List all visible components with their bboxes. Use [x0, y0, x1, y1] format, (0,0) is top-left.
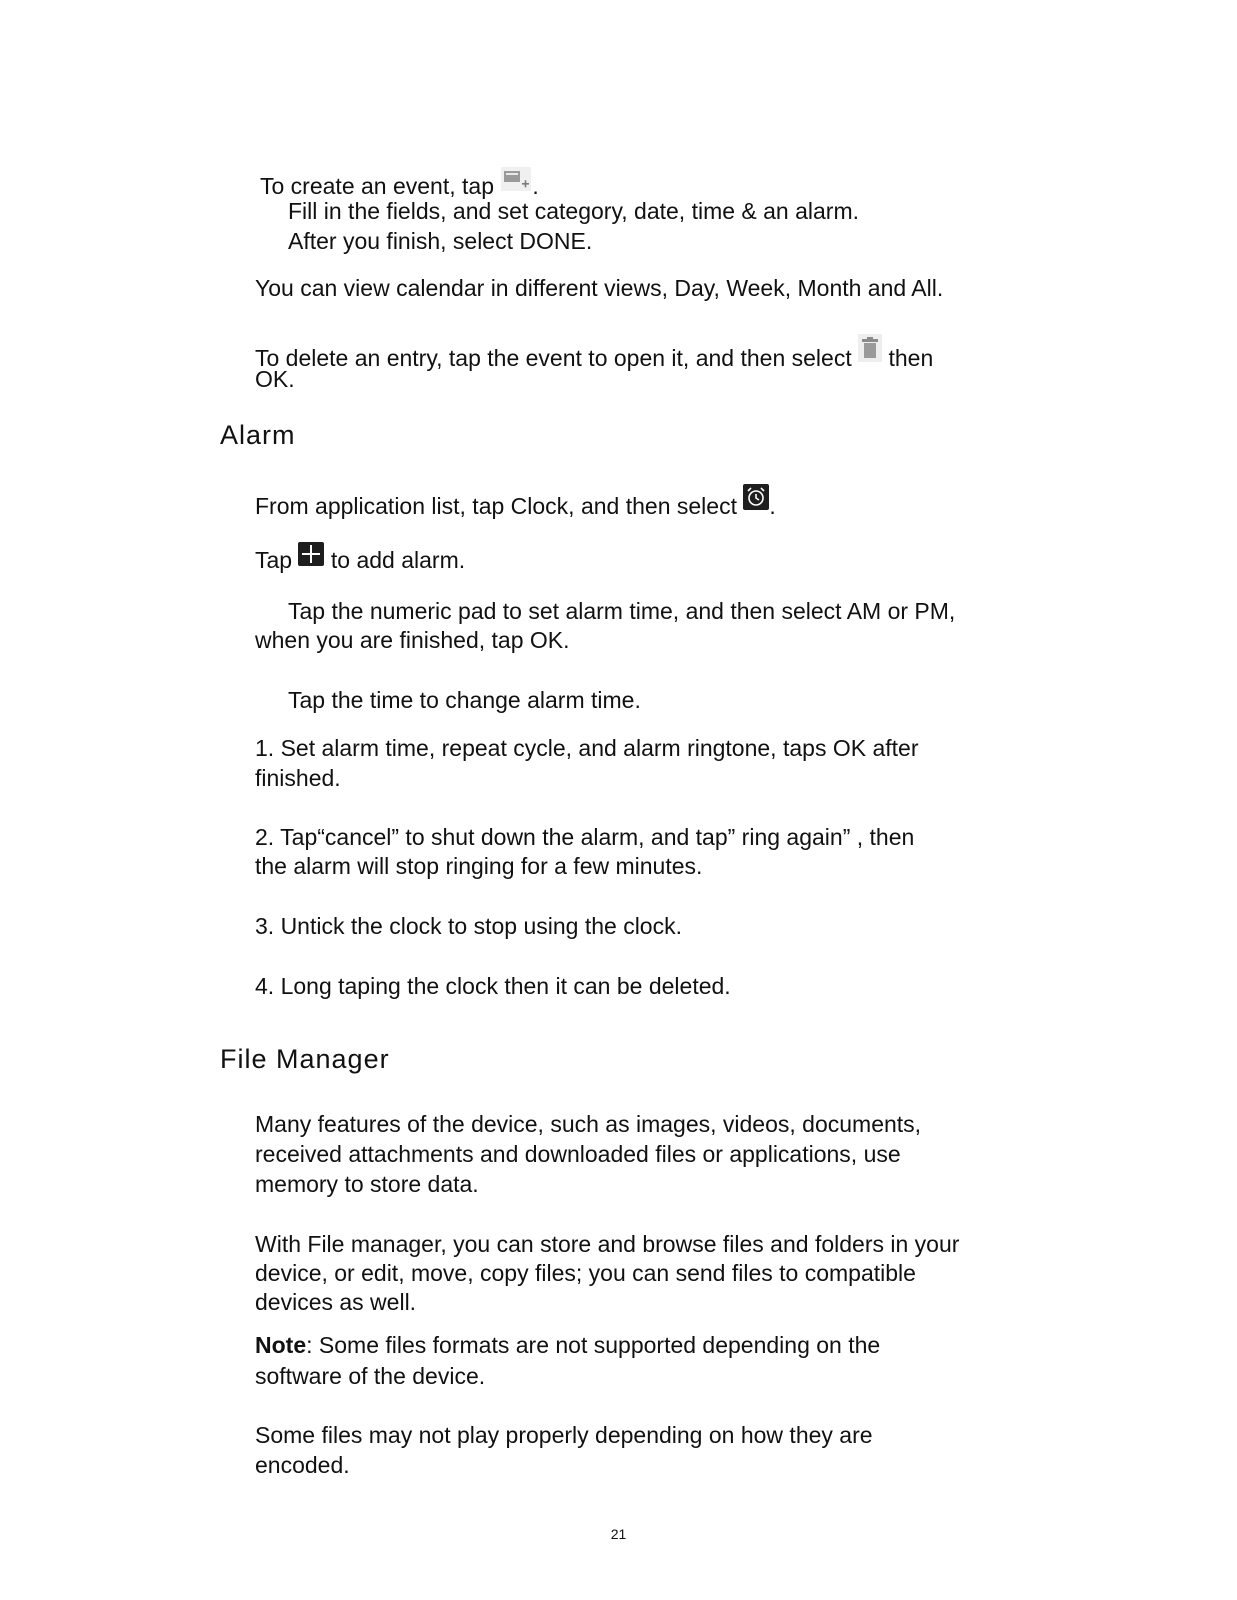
new-event-icon [500, 166, 532, 192]
alarm-step1-line-2: finished. [255, 765, 341, 791]
fm-p1-line-3: memory to store data. [255, 1171, 479, 1197]
alarm-clock-icon [743, 484, 769, 510]
alarm-step4-line: 4. Long taping the clock then it can be deleted. [255, 973, 731, 999]
alarm-change-line: Tap the time to change alarm time. [288, 687, 641, 713]
trash-icon [858, 334, 882, 362]
fm-p3-line-2: encoded. [255, 1452, 350, 1478]
alarm-numeric-line-1: Tap the numeric pad to set alarm time, and then select AM or PM, [288, 598, 956, 624]
delete-line: To delete an entry, tap the event to open it, and then select then [255, 334, 933, 373]
file-manager-heading: File Manager [220, 1044, 390, 1074]
views-line: You can view calendar in different views, Day, Week, Month and All. [255, 275, 944, 301]
alarm-step3-line: 3. Untick the clock to stop using the clock. [255, 913, 682, 939]
delete-ok-line: OK. [255, 366, 295, 392]
fill-fields-line: Fill in the fields, and set category, date, time & an alarm. [288, 198, 860, 224]
alarm-step1-line-1: 1. Set alarm time, repeat cycle, and alarm ringtone, taps OK after [255, 735, 919, 761]
alarm-step2-line-2: the alarm will stop ringing for a few minutes. [255, 853, 703, 879]
fm-note-line-1: Note: Some files formats are not supported depending on the [255, 1332, 881, 1358]
note-label: Note [255, 1332, 307, 1358]
finish-line: After you finish, select DONE. [288, 228, 593, 254]
fm-p2-line-1: With File manager, you can store and browse files and folders in your [255, 1231, 960, 1257]
fm-p1-line-2: received attachments and downloaded files or applications, use [255, 1141, 901, 1167]
alarm-step2-line-1: 2. Tap“cancel” to shut down the alarm, and tap” ring again” , then [255, 824, 915, 850]
alarm-from-line: From application list, tap Clock, and then select . [255, 484, 776, 521]
fm-note-line-2: software of the device. [255, 1363, 486, 1389]
alarm-heading: Alarm [220, 420, 296, 450]
alarm-numeric-line-2: when you are finished, tap OK. [255, 627, 570, 653]
fm-p2-line-3: devices as well. [255, 1289, 417, 1315]
alarm-add-line: Tap to add alarm. [255, 542, 465, 575]
plus-icon [298, 542, 324, 566]
page-number: 21 [610, 1526, 627, 1542]
create-event-line: To create an event, tap . [260, 166, 539, 201]
fm-p1-line-1: Many features of the device, such as images, videos, documents, [255, 1111, 922, 1137]
fm-p3-line-1: Some files may not play properly depending on how they are [255, 1422, 873, 1448]
fm-p2-line-2: device, or edit, move, copy files; you can send files to compatible [255, 1260, 916, 1286]
